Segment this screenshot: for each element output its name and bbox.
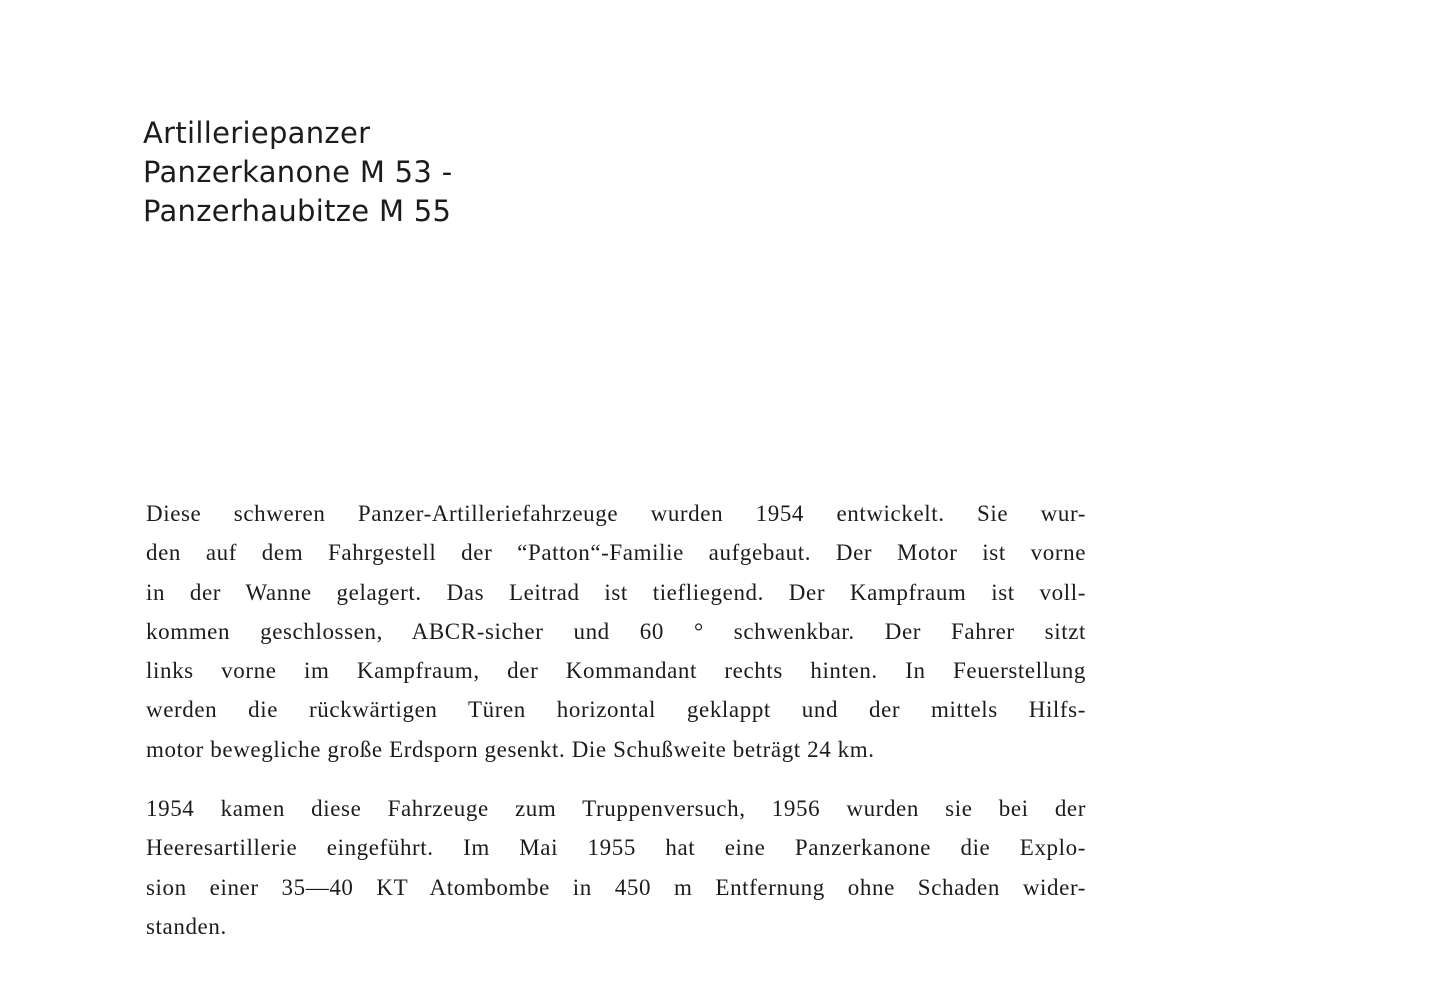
title-line-1: Artilleriepanzer (143, 116, 371, 150)
page-title (143, 114, 452, 231)
text-line: sion einer 35—40 KT Atombombe in 450 m Entfernung ohne Schaden wider- (146, 874, 1086, 900)
text-line: 1954 kamen diese Fahrzeuge zum Truppenversuch, 1956 wurden sie bei der (146, 796, 1086, 821)
text-line: Diese schweren Panzer-Artilleriefahrzeuge wurden 1954 entwickelt. Sie wur- (146, 501, 1086, 526)
text-line: Heeresartillerie eingeführt. Im Mai 1955 hat eine Panzerkanone die Explo- (146, 835, 1086, 861)
text-line: standen. (146, 913, 227, 939)
text-line: werden die rückwärtigen Türen horizontal geklappt und der mittels Hilfs- (146, 697, 1086, 723)
title-line-3: Panzerhaubitze M 55 (143, 194, 452, 228)
text-line: kommen geschlossen, ABCR-sicher und 60 ° schwenkbar. Der Fahrer sitzt (146, 618, 1086, 644)
text-line: den auf dem Fahrgestell der “Patton“-Familie aufgebaut. Der Motor ist vorne (146, 540, 1086, 566)
paragraph-history (146, 789, 1086, 946)
paragraph-development (146, 494, 1086, 769)
title-line-2: Panzerkanone M 53 - (143, 155, 453, 189)
text-line: links vorne im Kampfraum, der Kommandant rechts hinten. In Feuerstellung (146, 658, 1086, 684)
text-line: motor bewegliche große Erdsporn gesenkt. Die Schußweite beträgt 24 km. (146, 736, 875, 762)
text-line: in der Wanne gelagert. Das Leitrad ist tiefliegend. Der Kampfraum ist voll- (146, 579, 1086, 605)
